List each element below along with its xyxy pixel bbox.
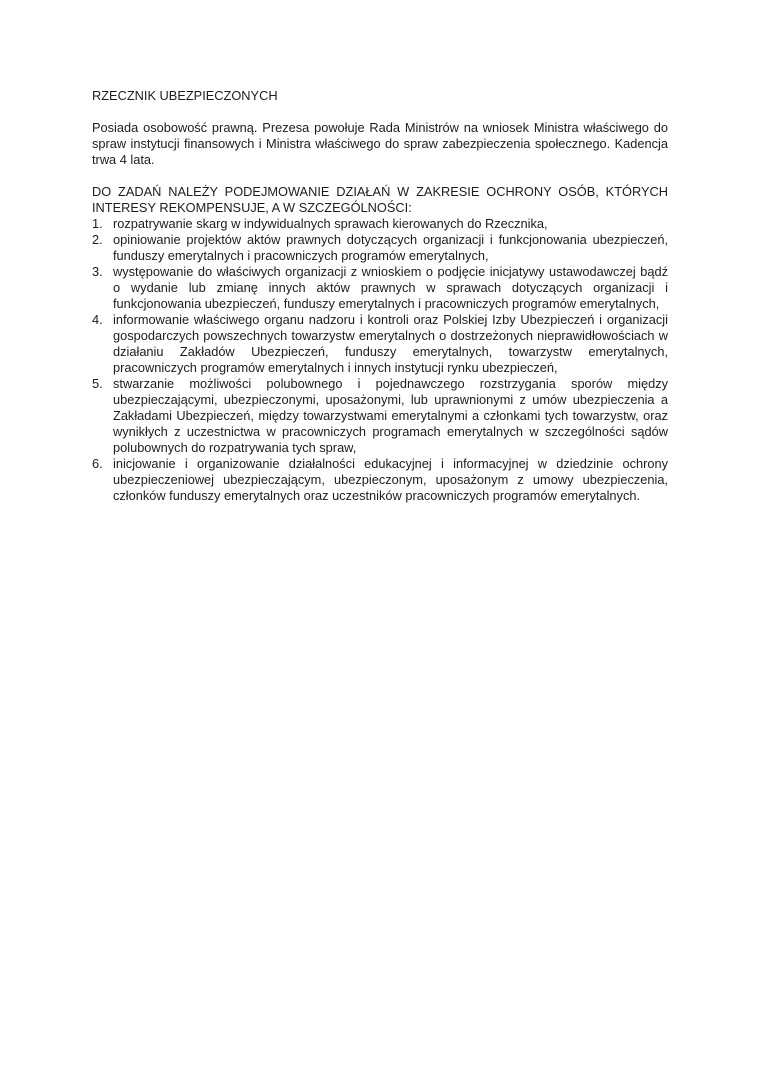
list-item-number: 1.	[92, 216, 103, 231]
tasks-heading: DO ZADAŃ NALEŻY PODEJMOWANIE DZIAŁAŃ W ZAKRESIE OCHRONY OSÓB, KTÓRYCH INTERESY REKOMPENSUJE, A W SZCZEGÓLNOŚCI:	[92, 184, 668, 215]
list-item	[92, 376, 668, 456]
list-item-number: 2.	[92, 232, 103, 247]
list-item-text: rozpatrywanie skarg w indywidualnych sprawach kierowanych do Rzecznika,	[113, 216, 548, 231]
list-item	[92, 456, 668, 504]
list-item-number: 3.	[92, 264, 103, 279]
list-item	[92, 216, 668, 232]
list-item-number: 6.	[92, 456, 103, 471]
document-title: RZECZNIK UBEZPIECZONYCH	[92, 88, 278, 103]
list-item-text: inicjowanie i organizowanie działalności edukacyjnej i informacyjnej w dziedzinie ochrony ubezpieczeniowej ubezpieczającym, ubezpieczonym, uposażonym z umowy ubezpieczenia, członków funduszy emerytalnych oraz uczestników pracowniczych programów emerytalnych.	[113, 456, 668, 503]
list-item-number: 5.	[92, 376, 103, 391]
list-item-text: informowanie właściwego organu nadzoru i kontroli oraz Polskiej Izby Ubezpieczeń i organizacji gospodarczych powszechnych towarzystw emerytalnych o dostrzeżonych nieprawidłowościach w działaniu Zakładów Ubezpieczeń, funduszy emerytalnych, towarzystw emerytalnych, pracowniczych programów emerytalnych i innych instytucji rynku ubezpieczeń,	[113, 312, 668, 375]
list-item	[92, 312, 668, 376]
tasks-list	[92, 216, 668, 504]
list-item	[92, 232, 668, 264]
list-item-text: opiniowanie projektów aktów prawnych dotyczących organizacji i funkcjonowania ubezpieczeń, funduszy emerytalnych i pracowniczych programów emerytalnych,	[113, 232, 668, 263]
list-item-text: występowanie do właściwych organizacji z wnioskiem o podjęcie inicjatywy ustawodawczej bądź o wydanie lub zmianę innych aktów prawnych w sprawach dotyczących organizacji i funkcjonowania ubezpieczeń, funduszy emerytalnych i pracowniczych programów emerytalnych,	[113, 264, 668, 311]
list-item-text: stwarzanie możliwości polubownego i pojednawczego rozstrzygania sporów między ubezpieczającymi, ubezpieczonymi, uposażonymi, lub uprawnionymi z umów ubezpieczenia a Zakładami Ubezpieczeń, między towarzystwami emerytalnymi a członkami tych towarzystw, oraz wynikłych z uczestnictwa w pracowniczych programach emerytalnych w szczególności sądów polubownych do rozpatrywania tych spraw,	[113, 376, 668, 455]
list-item-number: 4.	[92, 312, 103, 327]
intro-paragraph: Posiada osobowość prawną. Prezesa powołuje Rada Ministrów na wniosek Ministra właściwego do spraw instytucji finansowych i Ministra właściwego do spraw zabezpieczenia społecznego. Kadencja trwa 4 lata.	[92, 120, 668, 167]
list-item	[92, 264, 668, 312]
